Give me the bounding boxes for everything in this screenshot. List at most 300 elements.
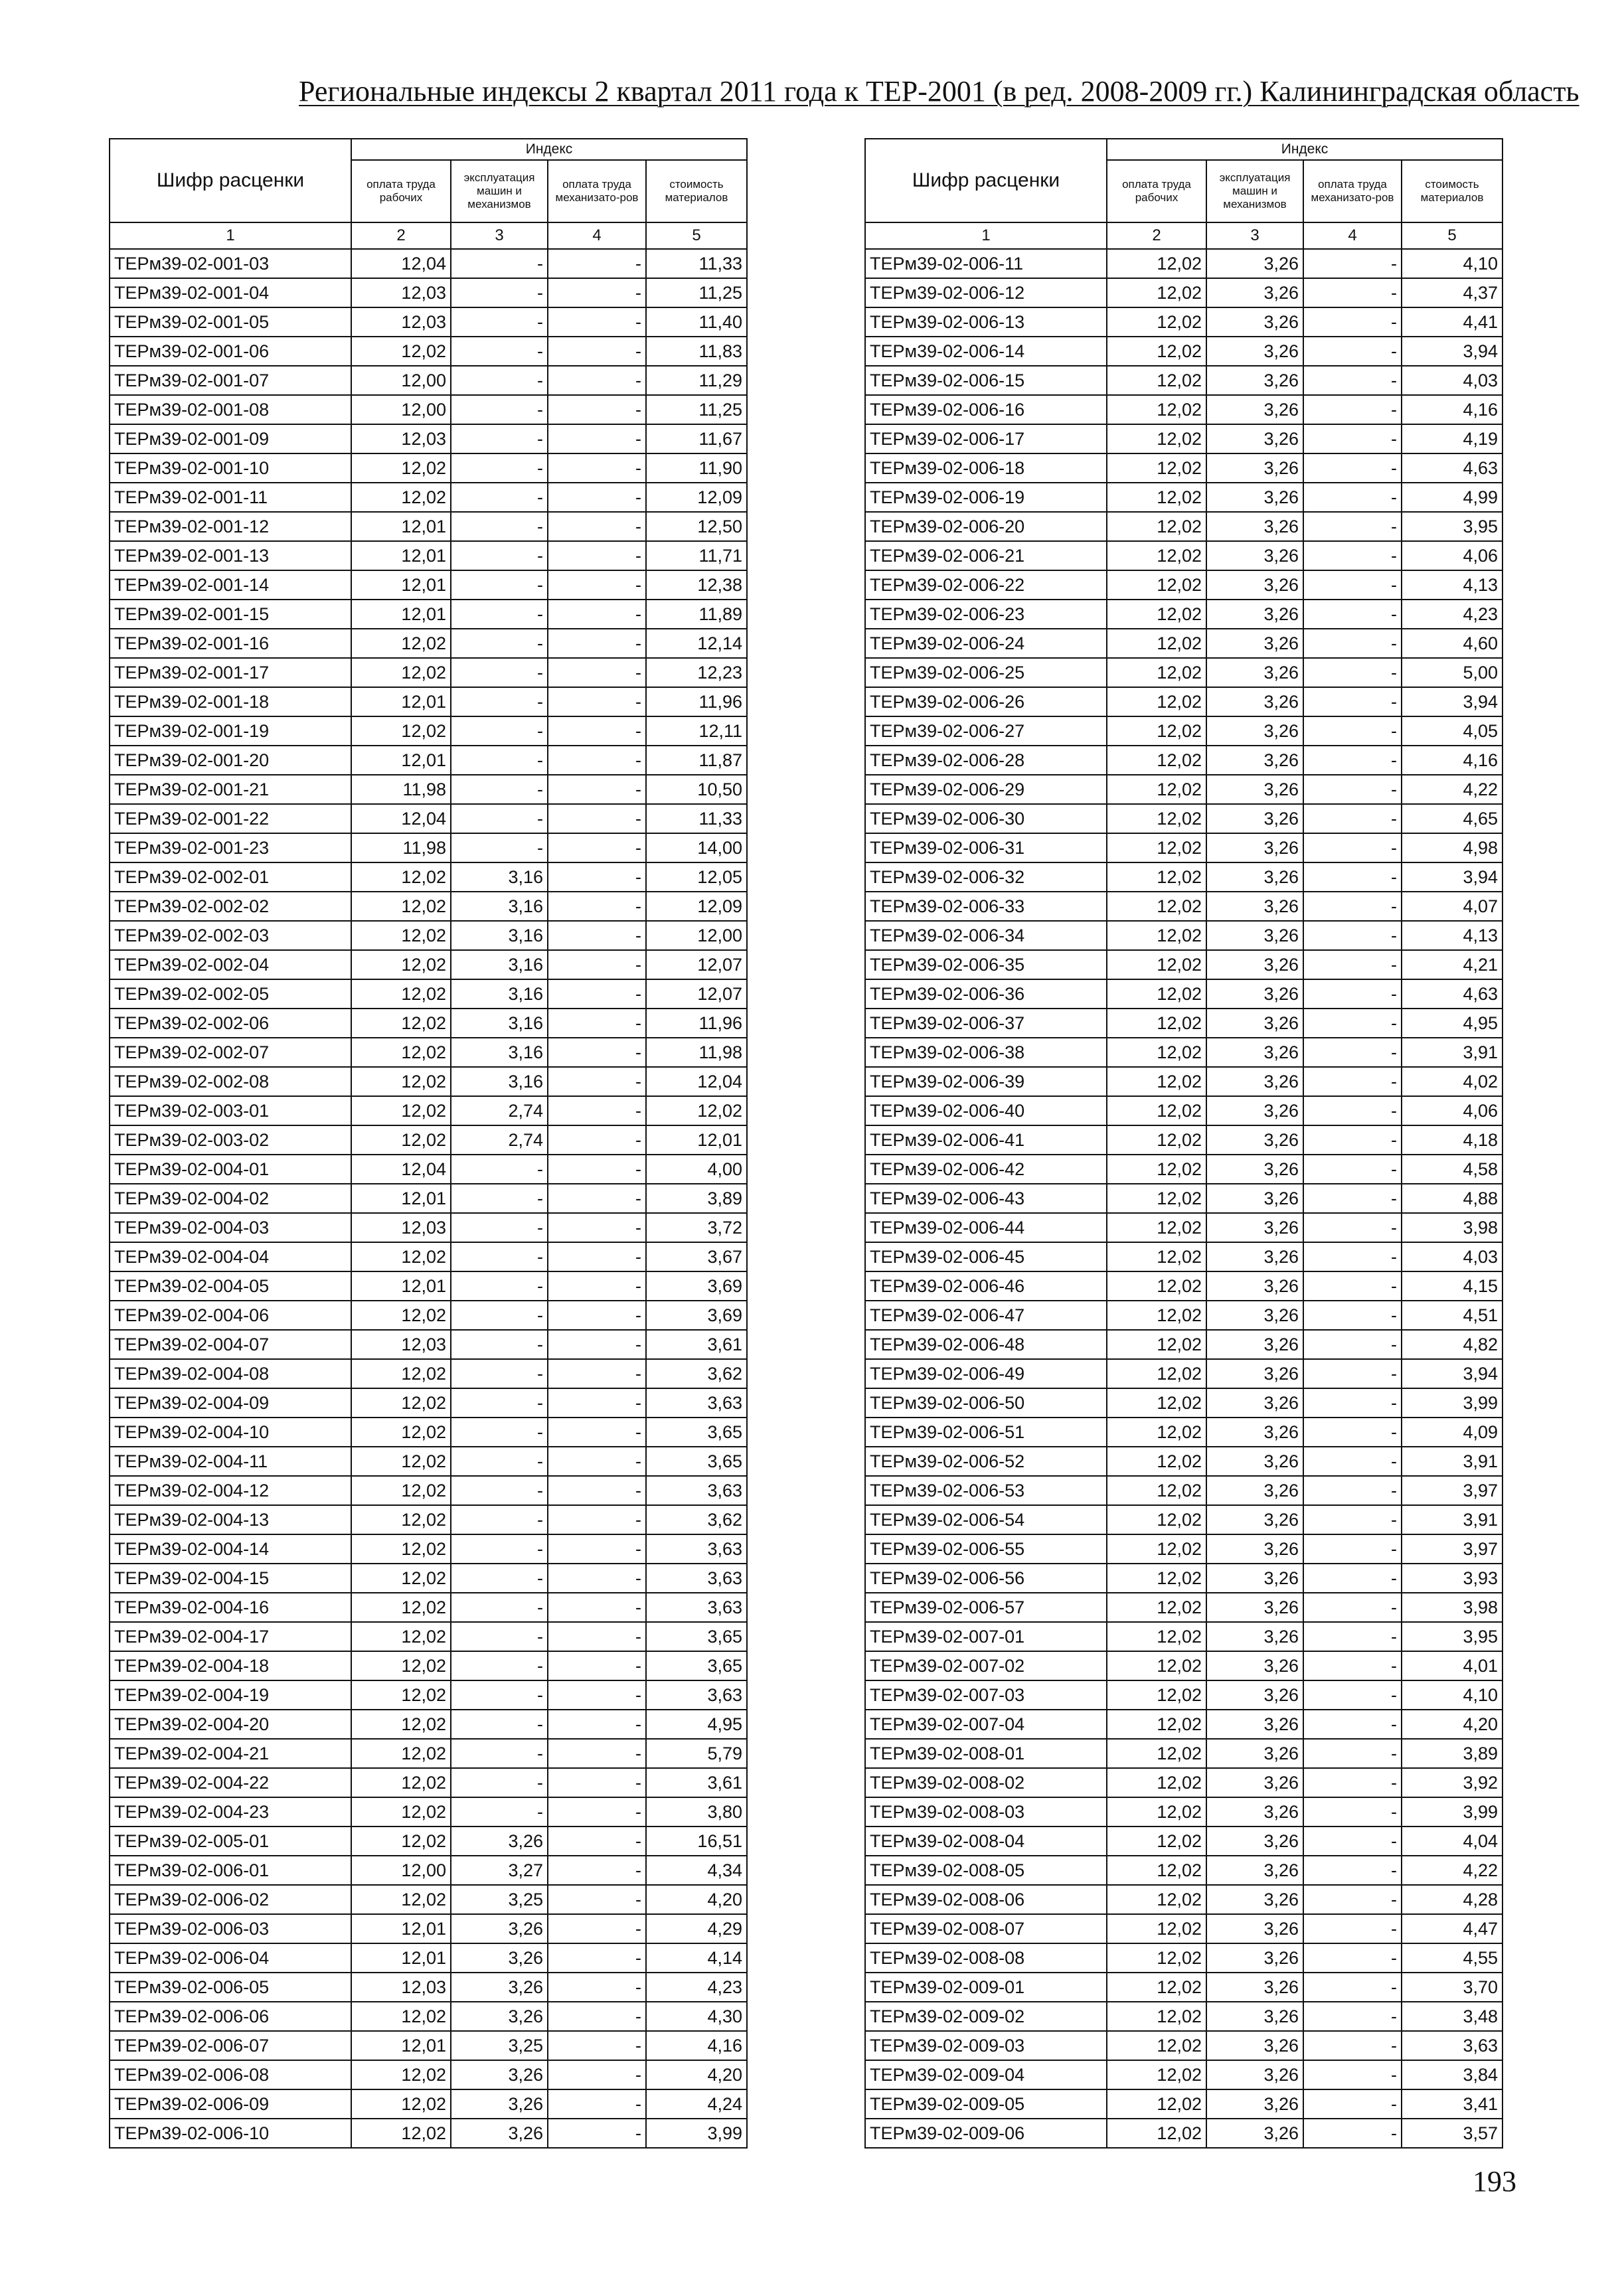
labor-cost-cell: 12,02 bbox=[351, 1476, 451, 1505]
machine-operation-cell: 2,74 bbox=[451, 1096, 548, 1125]
table-row bbox=[865, 950, 1502, 979]
rate-code-cell: ТЕРм39-02-006-32 bbox=[865, 862, 1107, 892]
materials-cost-cell: 11,96 bbox=[646, 1009, 747, 1038]
rate-code-cell: ТЕРм39-02-006-05 bbox=[110, 1973, 351, 2002]
mechanic-labor-cell: - bbox=[548, 629, 646, 658]
rate-code-cell: ТЕРм39-02-008-08 bbox=[865, 1943, 1107, 1973]
machine-operation-cell: - bbox=[451, 512, 548, 541]
labor-cost-cell: 12,02 bbox=[351, 1680, 451, 1710]
table-row bbox=[865, 1973, 1502, 2002]
rate-code-cell: ТЕРм39-02-006-42 bbox=[865, 1155, 1107, 1184]
table-row bbox=[865, 1418, 1502, 1447]
labor-cost-cell: 12,01 bbox=[351, 687, 451, 716]
table-row bbox=[110, 1125, 747, 1155]
machine-operation-cell: 3,25 bbox=[451, 2031, 548, 2060]
mechanic-labor-cell: - bbox=[548, 1534, 646, 1564]
mechanic-labor-cell: - bbox=[548, 1710, 646, 1739]
machine-operation-cell: - bbox=[451, 658, 548, 687]
mechanic-labor-cell: - bbox=[1303, 1476, 1402, 1505]
mechanic-labor-cell: - bbox=[1303, 2089, 1402, 2119]
machine-operation-cell: 3,26 bbox=[1206, 2002, 1303, 2031]
mechanic-labor-cell: - bbox=[548, 1827, 646, 1856]
machine-operation-cell: - bbox=[451, 570, 548, 600]
labor-cost-cell: 12,02 bbox=[1107, 1009, 1206, 1038]
table-row bbox=[865, 512, 1502, 541]
rate-code-cell: ТЕРм39-02-006-13 bbox=[865, 307, 1107, 337]
materials-cost-cell: 3,65 bbox=[646, 1447, 747, 1476]
labor-cost-cell: 12,02 bbox=[1107, 570, 1206, 600]
rate-code-cell: ТЕРм39-02-006-09 bbox=[110, 2089, 351, 2119]
rate-code-cell: ТЕРм39-02-001-04 bbox=[110, 278, 351, 307]
machine-operation-cell: 3,26 bbox=[451, 2002, 548, 2031]
labor-cost-cell: 12,04 bbox=[351, 804, 451, 833]
labor-cost-cell: 12,02 bbox=[1107, 1155, 1206, 1184]
labor-cost-cell: 12,02 bbox=[351, 716, 451, 746]
rate-code-cell: ТЕРм39-02-008-07 bbox=[865, 1914, 1107, 1943]
mechanic-labor-cell: - bbox=[1303, 1505, 1402, 1534]
rate-code-cell: ТЕРм39-02-006-31 bbox=[865, 833, 1107, 862]
machine-operation-cell: 3,26 bbox=[1206, 775, 1303, 804]
mechanic-labor-cell: - bbox=[548, 2060, 646, 2089]
machine-operation-cell: 3,26 bbox=[1206, 278, 1303, 307]
machine-operation-cell: - bbox=[451, 278, 548, 307]
rate-code-cell: ТЕРм39-02-006-23 bbox=[865, 600, 1107, 629]
labor-cost-cell: 12,02 bbox=[1107, 1096, 1206, 1125]
mechanic-labor-cell: - bbox=[1303, 249, 1402, 278]
mechanic-labor-cell: - bbox=[548, 1009, 646, 1038]
labor-cost-cell: 12,03 bbox=[351, 307, 451, 337]
materials-cost-cell: 3,95 bbox=[1402, 1622, 1502, 1651]
table-row bbox=[110, 541, 747, 570]
rate-code-cell: ТЕРм39-02-006-22 bbox=[865, 570, 1107, 600]
table-row bbox=[865, 1155, 1502, 1184]
mechanic-labor-cell: - bbox=[548, 921, 646, 950]
labor-cost-cell: 12,01 bbox=[351, 512, 451, 541]
page-title: Региональные индексы 2 квартал 2011 года к ТЕР-2001 (в ред. 2008-2009 гг.) Калининградская область bbox=[299, 75, 1580, 108]
materials-cost-cell: 4,58 bbox=[1402, 1155, 1502, 1184]
machine-operation-cell: 3,26 bbox=[1206, 1593, 1303, 1622]
labor-cost-cell: 12,02 bbox=[1107, 1739, 1206, 1768]
rate-code-cell: ТЕРм39-02-006-15 bbox=[865, 366, 1107, 395]
materials-cost-cell: 4,10 bbox=[1402, 1680, 1502, 1710]
mechanic-labor-cell: - bbox=[1303, 1973, 1402, 2002]
rate-code-cell: ТЕРм39-02-006-26 bbox=[865, 687, 1107, 716]
rate-code-cell: ТЕРм39-02-006-16 bbox=[865, 395, 1107, 424]
header-code: Шифр расценки bbox=[865, 139, 1107, 222]
table-row bbox=[865, 366, 1502, 395]
table-row bbox=[865, 1885, 1502, 1914]
rate-code-cell: ТЕРм39-02-007-02 bbox=[865, 1651, 1107, 1680]
rate-code-cell: ТЕРм39-02-004-13 bbox=[110, 1505, 351, 1534]
mechanic-labor-cell: - bbox=[548, 278, 646, 307]
labor-cost-cell: 12,02 bbox=[351, 1038, 451, 1067]
labor-cost-cell: 12,02 bbox=[351, 1359, 451, 1388]
table-row bbox=[865, 1447, 1502, 1476]
rate-code-cell: ТЕРм39-02-003-02 bbox=[110, 1125, 351, 1155]
rate-code-cell: ТЕРм39-02-001-03 bbox=[110, 249, 351, 278]
rate-code-cell: ТЕРм39-02-001-08 bbox=[110, 395, 351, 424]
materials-cost-cell: 12,14 bbox=[646, 629, 747, 658]
materials-cost-cell: 11,90 bbox=[646, 453, 747, 483]
mechanic-labor-cell: - bbox=[548, 658, 646, 687]
table-row bbox=[865, 1388, 1502, 1418]
mechanic-labor-cell: - bbox=[1303, 1914, 1402, 1943]
materials-cost-cell: 11,25 bbox=[646, 395, 747, 424]
machine-operation-cell: 3,26 bbox=[1206, 1009, 1303, 1038]
machine-operation-cell: - bbox=[451, 1651, 548, 1680]
table-row bbox=[110, 1593, 747, 1622]
rate-code-cell: ТЕРм39-02-001-12 bbox=[110, 512, 351, 541]
table-row bbox=[110, 1418, 747, 1447]
mechanic-labor-cell: - bbox=[1303, 1067, 1402, 1096]
materials-cost-cell: 3,65 bbox=[646, 1622, 747, 1651]
mechanic-labor-cell: - bbox=[548, 1739, 646, 1768]
labor-cost-cell: 12,02 bbox=[351, 1534, 451, 1564]
mechanic-labor-cell: - bbox=[548, 1096, 646, 1125]
labor-cost-cell: 12,02 bbox=[351, 1388, 451, 1418]
materials-cost-cell: 3,63 bbox=[646, 1564, 747, 1593]
labor-cost-cell: 12,02 bbox=[1107, 921, 1206, 950]
table-row bbox=[110, 1710, 747, 1739]
labor-cost-cell: 12,02 bbox=[351, 337, 451, 366]
machine-operation-cell: 3,16 bbox=[451, 1067, 548, 1096]
materials-cost-cell: 3,93 bbox=[1402, 1564, 1502, 1593]
machine-operation-cell: 3,26 bbox=[1206, 424, 1303, 453]
materials-cost-cell: 4,10 bbox=[1402, 249, 1502, 278]
table-row bbox=[110, 1388, 747, 1418]
machine-operation-cell: - bbox=[451, 716, 548, 746]
table-row bbox=[110, 366, 747, 395]
mechanic-labor-cell: - bbox=[1303, 1827, 1402, 1856]
labor-cost-cell: 12,02 bbox=[351, 2119, 451, 2148]
index-table-left bbox=[109, 138, 748, 2149]
table-row bbox=[110, 1943, 747, 1973]
labor-cost-cell: 12,02 bbox=[1107, 1242, 1206, 1271]
rate-code-cell: ТЕРм39-02-001-05 bbox=[110, 307, 351, 337]
materials-cost-cell: 4,23 bbox=[646, 1973, 747, 2002]
table-row bbox=[865, 1739, 1502, 1768]
rate-code-cell: ТЕРм39-02-004-06 bbox=[110, 1301, 351, 1330]
machine-operation-cell: - bbox=[451, 1388, 548, 1418]
labor-cost-cell: 12,02 bbox=[1107, 395, 1206, 424]
mechanic-labor-cell: - bbox=[548, 1038, 646, 1067]
rate-code-cell: ТЕРм39-02-006-46 bbox=[865, 1271, 1107, 1301]
machine-operation-cell: 3,26 bbox=[1206, 746, 1303, 775]
table-row bbox=[110, 1447, 747, 1476]
table-row bbox=[110, 1768, 747, 1797]
rate-code-cell: ТЕРм39-02-001-10 bbox=[110, 453, 351, 483]
rate-code-cell: ТЕРм39-02-006-33 bbox=[865, 892, 1107, 921]
labor-cost-cell: 12,02 bbox=[1107, 2031, 1206, 2060]
materials-cost-cell: 4,15 bbox=[1402, 1271, 1502, 1301]
rate-code-cell: ТЕРм39-02-008-04 bbox=[865, 1827, 1107, 1856]
machine-operation-cell: 3,26 bbox=[1206, 979, 1303, 1009]
table-row bbox=[865, 892, 1502, 921]
rate-code-cell: ТЕРм39-02-001-18 bbox=[110, 687, 351, 716]
machine-operation-cell: - bbox=[451, 1447, 548, 1476]
labor-cost-cell: 12,02 bbox=[1107, 337, 1206, 366]
table-row bbox=[865, 833, 1502, 862]
rate-code-cell: ТЕРм39-02-004-09 bbox=[110, 1388, 351, 1418]
mechanic-labor-cell: - bbox=[1303, 1739, 1402, 1768]
rate-code-cell: ТЕРм39-02-008-06 bbox=[865, 1885, 1107, 1914]
rate-code-cell: ТЕРм39-02-006-21 bbox=[865, 541, 1107, 570]
materials-cost-cell: 4,19 bbox=[1402, 424, 1502, 453]
table-row bbox=[110, 1856, 747, 1885]
table-row bbox=[865, 483, 1502, 512]
materials-cost-cell: 3,63 bbox=[646, 1476, 747, 1505]
mechanic-labor-cell: - bbox=[1303, 746, 1402, 775]
materials-cost-cell: 11,25 bbox=[646, 278, 747, 307]
labor-cost-cell: 12,02 bbox=[1107, 775, 1206, 804]
materials-cost-cell: 3,97 bbox=[1402, 1534, 1502, 1564]
machine-operation-cell: - bbox=[451, 1505, 548, 1534]
mechanic-labor-cell: - bbox=[548, 2089, 646, 2119]
table-row bbox=[865, 600, 1502, 629]
machine-operation-cell: 3,26 bbox=[451, 1914, 548, 1943]
machine-operation-cell: 3,16 bbox=[451, 1009, 548, 1038]
mechanic-labor-cell: - bbox=[1303, 775, 1402, 804]
materials-cost-cell: 4,16 bbox=[1402, 395, 1502, 424]
machine-operation-cell: 3,26 bbox=[1206, 1038, 1303, 1067]
machine-operation-cell: 3,16 bbox=[451, 950, 548, 979]
mechanic-labor-cell: - bbox=[1303, 1534, 1402, 1564]
table-row bbox=[110, 1301, 747, 1330]
mechanic-labor-cell: - bbox=[1303, 1885, 1402, 1914]
rate-code-cell: ТЕРм39-02-001-17 bbox=[110, 658, 351, 687]
machine-operation-cell: 3,26 bbox=[1206, 804, 1303, 833]
machine-operation-cell: - bbox=[451, 775, 548, 804]
rate-code-cell: ТЕРм39-02-004-22 bbox=[110, 1768, 351, 1797]
labor-cost-cell: 12,02 bbox=[1107, 1505, 1206, 1534]
machine-operation-cell: 3,26 bbox=[1206, 1505, 1303, 1534]
labor-cost-cell: 12,02 bbox=[1107, 1797, 1206, 1827]
table-row bbox=[110, 395, 747, 424]
mechanic-labor-cell: - bbox=[548, 804, 646, 833]
mechanic-labor-cell: - bbox=[548, 687, 646, 716]
labor-cost-cell: 12,02 bbox=[351, 1418, 451, 1447]
mechanic-labor-cell: - bbox=[1303, 424, 1402, 453]
rate-code-cell: ТЕРм39-02-008-01 bbox=[865, 1739, 1107, 1768]
table-row bbox=[110, 979, 747, 1009]
header-index: Индекс bbox=[351, 139, 747, 160]
rate-code-cell: ТЕРм39-02-001-21 bbox=[110, 775, 351, 804]
materials-cost-cell: 4,63 bbox=[1402, 453, 1502, 483]
machine-operation-cell: 3,26 bbox=[451, 2060, 548, 2089]
mechanic-labor-cell: - bbox=[548, 1330, 646, 1359]
rate-code-cell: ТЕРм39-02-006-19 bbox=[865, 483, 1107, 512]
table-row bbox=[110, 687, 747, 716]
mechanic-labor-cell: - bbox=[1303, 600, 1402, 629]
machine-operation-cell: - bbox=[451, 1476, 548, 1505]
materials-cost-cell: 3,63 bbox=[646, 1388, 747, 1418]
table-row bbox=[110, 1476, 747, 1505]
machine-operation-cell: 3,16 bbox=[451, 979, 548, 1009]
mechanic-labor-cell: - bbox=[1303, 1096, 1402, 1125]
labor-cost-cell: 12,02 bbox=[351, 1125, 451, 1155]
table-row bbox=[865, 453, 1502, 483]
labor-cost-cell: 12,02 bbox=[1107, 892, 1206, 921]
table-row bbox=[865, 746, 1502, 775]
machine-operation-cell: 3,26 bbox=[1206, 629, 1303, 658]
materials-cost-cell: 11,87 bbox=[646, 746, 747, 775]
rate-code-cell: ТЕРм39-02-004-01 bbox=[110, 1155, 351, 1184]
mechanic-labor-cell: - bbox=[548, 1680, 646, 1710]
materials-cost-cell: 5,79 bbox=[646, 1739, 747, 1768]
materials-cost-cell: 12,38 bbox=[646, 570, 747, 600]
materials-cost-cell: 11,67 bbox=[646, 424, 747, 453]
table-row bbox=[110, 2002, 747, 2031]
machine-operation-cell: 3,26 bbox=[451, 1973, 548, 2002]
materials-cost-cell: 4,24 bbox=[646, 2089, 747, 2119]
rate-code-cell: ТЕРм39-02-006-20 bbox=[865, 512, 1107, 541]
column-number: 2 bbox=[351, 222, 451, 249]
rate-code-cell: ТЕРм39-02-004-18 bbox=[110, 1651, 351, 1680]
table-row bbox=[110, 629, 747, 658]
rate-code-cell: ТЕРм39-02-006-40 bbox=[865, 1096, 1107, 1125]
rate-code-cell: ТЕРм39-02-001-16 bbox=[110, 629, 351, 658]
rate-code-cell: ТЕРм39-02-004-11 bbox=[110, 1447, 351, 1476]
rate-code-cell: ТЕРм39-02-006-38 bbox=[865, 1038, 1107, 1067]
rate-code-cell: ТЕРм39-02-008-02 bbox=[865, 1768, 1107, 1797]
labor-cost-cell: 12,02 bbox=[351, 2002, 451, 2031]
labor-cost-cell: 12,02 bbox=[351, 1768, 451, 1797]
table-row bbox=[865, 1476, 1502, 1505]
labor-cost-cell: 12,02 bbox=[1107, 307, 1206, 337]
machine-operation-cell: 3,26 bbox=[1206, 307, 1303, 337]
mechanic-labor-cell: - bbox=[548, 1067, 646, 1096]
mechanic-labor-cell: - bbox=[1303, 862, 1402, 892]
table-row bbox=[865, 395, 1502, 424]
materials-cost-cell: 11,29 bbox=[646, 366, 747, 395]
materials-cost-cell: 4,22 bbox=[1402, 775, 1502, 804]
header-mechanic-labor-cost: оплата труда механизато-ров bbox=[1303, 160, 1402, 222]
machine-operation-cell: 3,26 bbox=[1206, 1242, 1303, 1271]
mechanic-labor-cell: - bbox=[1303, 512, 1402, 541]
machine-operation-cell: 3,16 bbox=[451, 1038, 548, 1067]
machine-operation-cell: 3,16 bbox=[451, 892, 548, 921]
rate-code-cell: ТЕРм39-02-001-19 bbox=[110, 716, 351, 746]
rate-code-cell: ТЕРм39-02-001-15 bbox=[110, 600, 351, 629]
table-row bbox=[110, 337, 747, 366]
mechanic-labor-cell: - bbox=[548, 1213, 646, 1242]
labor-cost-cell: 12,02 bbox=[351, 1301, 451, 1330]
rate-code-cell: ТЕРм39-02-004-16 bbox=[110, 1593, 351, 1622]
mechanic-labor-cell: - bbox=[548, 2002, 646, 2031]
rate-code-cell: ТЕРм39-02-008-03 bbox=[865, 1797, 1107, 1827]
column-number: 3 bbox=[1206, 222, 1303, 249]
machine-operation-cell: - bbox=[451, 307, 548, 337]
table-row bbox=[865, 1651, 1502, 1680]
machine-operation-cell: 3,26 bbox=[1206, 453, 1303, 483]
materials-cost-cell: 3,57 bbox=[1402, 2119, 1502, 2148]
materials-cost-cell: 3,63 bbox=[646, 1593, 747, 1622]
rate-code-cell: ТЕРм39-02-006-55 bbox=[865, 1534, 1107, 1564]
column-number: 3 bbox=[451, 222, 548, 249]
table-row bbox=[110, 2031, 747, 2060]
materials-cost-cell: 3,89 bbox=[1402, 1739, 1502, 1768]
table-row bbox=[865, 1534, 1502, 1564]
materials-cost-cell: 4,47 bbox=[1402, 1914, 1502, 1943]
rate-code-cell: ТЕРм39-02-002-01 bbox=[110, 862, 351, 892]
labor-cost-cell: 12,02 bbox=[1107, 1476, 1206, 1505]
machine-operation-cell: - bbox=[451, 1739, 548, 1768]
materials-cost-cell: 4,13 bbox=[1402, 570, 1502, 600]
materials-cost-cell: 3,69 bbox=[646, 1301, 747, 1330]
mechanic-labor-cell: - bbox=[548, 1973, 646, 2002]
materials-cost-cell: 3,48 bbox=[1402, 2002, 1502, 2031]
labor-cost-cell: 12,04 bbox=[351, 249, 451, 278]
materials-cost-cell: 4,65 bbox=[1402, 804, 1502, 833]
rate-code-cell: ТЕРм39-02-006-28 bbox=[865, 746, 1107, 775]
table-row bbox=[865, 337, 1502, 366]
labor-cost-cell: 12,02 bbox=[1107, 600, 1206, 629]
rate-code-cell: ТЕРм39-02-006-03 bbox=[110, 1914, 351, 1943]
materials-cost-cell: 3,80 bbox=[646, 1797, 747, 1827]
table-row bbox=[110, 1885, 747, 1914]
labor-cost-cell: 12,02 bbox=[351, 1505, 451, 1534]
table-row bbox=[865, 278, 1502, 307]
table-row bbox=[110, 249, 747, 278]
rate-code-cell: ТЕРм39-02-006-02 bbox=[110, 1885, 351, 1914]
rate-code-cell: ТЕРм39-02-004-12 bbox=[110, 1476, 351, 1505]
rate-code-cell: ТЕРм39-02-006-06 bbox=[110, 2002, 351, 2031]
table-row bbox=[865, 249, 1502, 278]
machine-operation-cell: 3,26 bbox=[1206, 1271, 1303, 1301]
materials-cost-cell: 4,95 bbox=[1402, 1009, 1502, 1038]
mechanic-labor-cell: - bbox=[548, 424, 646, 453]
labor-cost-cell: 12,01 bbox=[351, 570, 451, 600]
materials-cost-cell: 3,67 bbox=[646, 1242, 747, 1271]
table-row bbox=[110, 1067, 747, 1096]
labor-cost-cell: 12,02 bbox=[1107, 366, 1206, 395]
rate-code-cell: ТЕРм39-02-006-56 bbox=[865, 1564, 1107, 1593]
table-row bbox=[865, 1710, 1502, 1739]
materials-cost-cell: 4,05 bbox=[1402, 716, 1502, 746]
machine-operation-cell: 3,16 bbox=[451, 921, 548, 950]
rate-code-cell: ТЕРм39-02-004-02 bbox=[110, 1184, 351, 1213]
labor-cost-cell: 12,01 bbox=[351, 1184, 451, 1213]
mechanic-labor-cell: - bbox=[548, 512, 646, 541]
mechanic-labor-cell: - bbox=[1303, 833, 1402, 862]
left-index-table-container bbox=[109, 138, 748, 2149]
column-number: 4 bbox=[1303, 222, 1402, 249]
machine-operation-cell: - bbox=[451, 1564, 548, 1593]
table-row bbox=[110, 307, 747, 337]
table-row bbox=[110, 424, 747, 453]
mechanic-labor-cell: - bbox=[1303, 1388, 1402, 1418]
machine-operation-cell: 3,26 bbox=[1206, 1067, 1303, 1096]
machine-operation-cell: - bbox=[451, 1155, 548, 1184]
labor-cost-cell: 12,03 bbox=[351, 424, 451, 453]
rate-code-cell: ТЕРм39-02-001-11 bbox=[110, 483, 351, 512]
machine-operation-cell: 3,26 bbox=[451, 1827, 548, 1856]
table-row bbox=[110, 2060, 747, 2089]
materials-cost-cell: 3,94 bbox=[1402, 862, 1502, 892]
labor-cost-cell: 12,02 bbox=[351, 1622, 451, 1651]
materials-cost-cell: 11,96 bbox=[646, 687, 747, 716]
materials-cost-cell: 3,69 bbox=[646, 1271, 747, 1301]
rate-code-cell: ТЕРм39-02-006-34 bbox=[865, 921, 1107, 950]
machine-operation-cell: 3,26 bbox=[1206, 1359, 1303, 1388]
rate-code-cell: ТЕРм39-02-004-03 bbox=[110, 1213, 351, 1242]
machine-operation-cell: 3,26 bbox=[1206, 366, 1303, 395]
labor-cost-cell: 12,02 bbox=[1107, 1067, 1206, 1096]
materials-cost-cell: 4,02 bbox=[1402, 1067, 1502, 1096]
machine-operation-cell: 3,26 bbox=[1206, 862, 1303, 892]
mechanic-labor-cell: - bbox=[1303, 1242, 1402, 1271]
table-row bbox=[110, 1973, 747, 2002]
